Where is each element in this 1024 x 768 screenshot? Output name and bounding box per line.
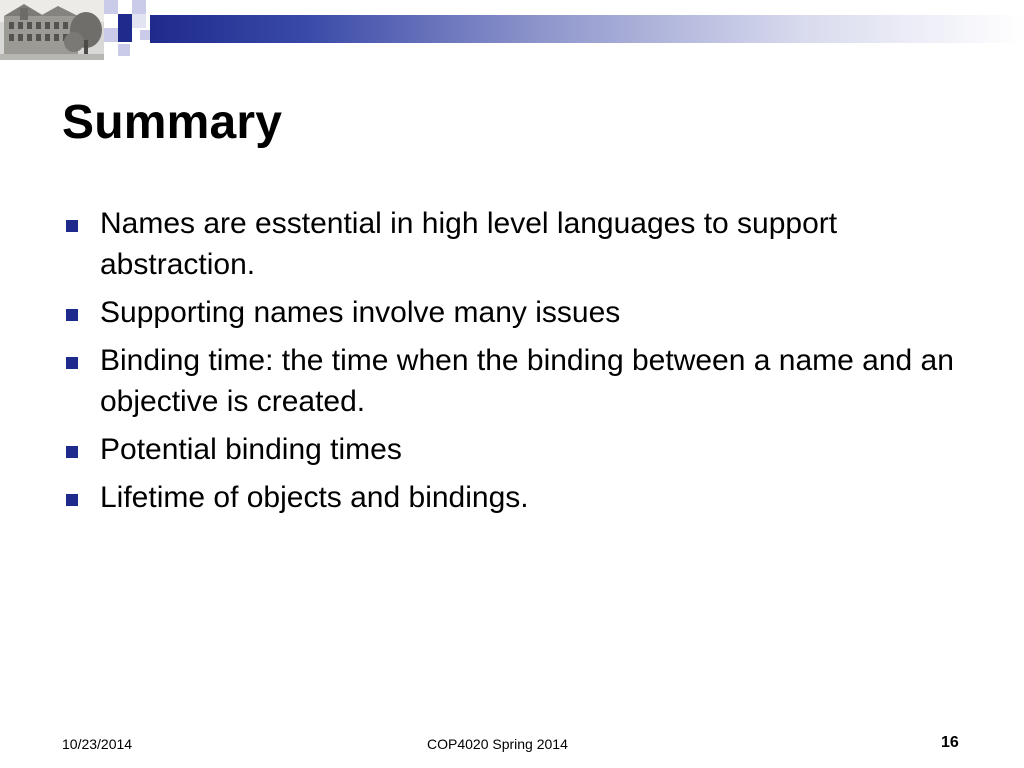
square-bullet-icon	[66, 309, 78, 321]
header-banner	[0, 0, 1024, 62]
square-bullet-icon	[66, 220, 78, 232]
slide-number: 16	[941, 734, 959, 751]
list-item	[62, 292, 972, 333]
mosaic-square	[132, 14, 146, 28]
square-bullet-icon	[66, 446, 78, 458]
mosaic-square	[118, 44, 130, 56]
mosaic-square	[118, 14, 132, 28]
list-item	[62, 429, 972, 470]
mosaic-square	[118, 28, 132, 42]
list-item	[62, 340, 972, 422]
mosaic-square	[140, 30, 150, 40]
mosaic-square	[104, 28, 118, 42]
bullet-text: Names are esstential in high level languages to support abstraction.	[100, 207, 838, 281]
square-bullet-icon	[66, 494, 78, 506]
bullet-text: Potential binding times	[100, 433, 402, 466]
list-item	[62, 203, 972, 285]
bullet-text: Binding time: the time when the binding between a name and an objective is created.	[100, 344, 954, 418]
mosaic-square	[104, 0, 118, 14]
bullet-text: Lifetime of objects and bindings.	[100, 481, 529, 514]
bullet-text: Supporting names involve many issues	[100, 296, 621, 329]
list-item	[62, 477, 972, 518]
footer-course-name: COP4020 Spring 2014	[427, 736, 568, 752]
mosaic-square	[132, 0, 146, 14]
bullet-list	[62, 203, 972, 525]
header-gradient-bar	[150, 15, 1024, 43]
building-photo-image	[0, 0, 104, 60]
slide-title: Summary	[62, 96, 283, 149]
square-bullet-icon	[66, 357, 78, 369]
footer-date: 10/23/2014	[62, 736, 133, 752]
